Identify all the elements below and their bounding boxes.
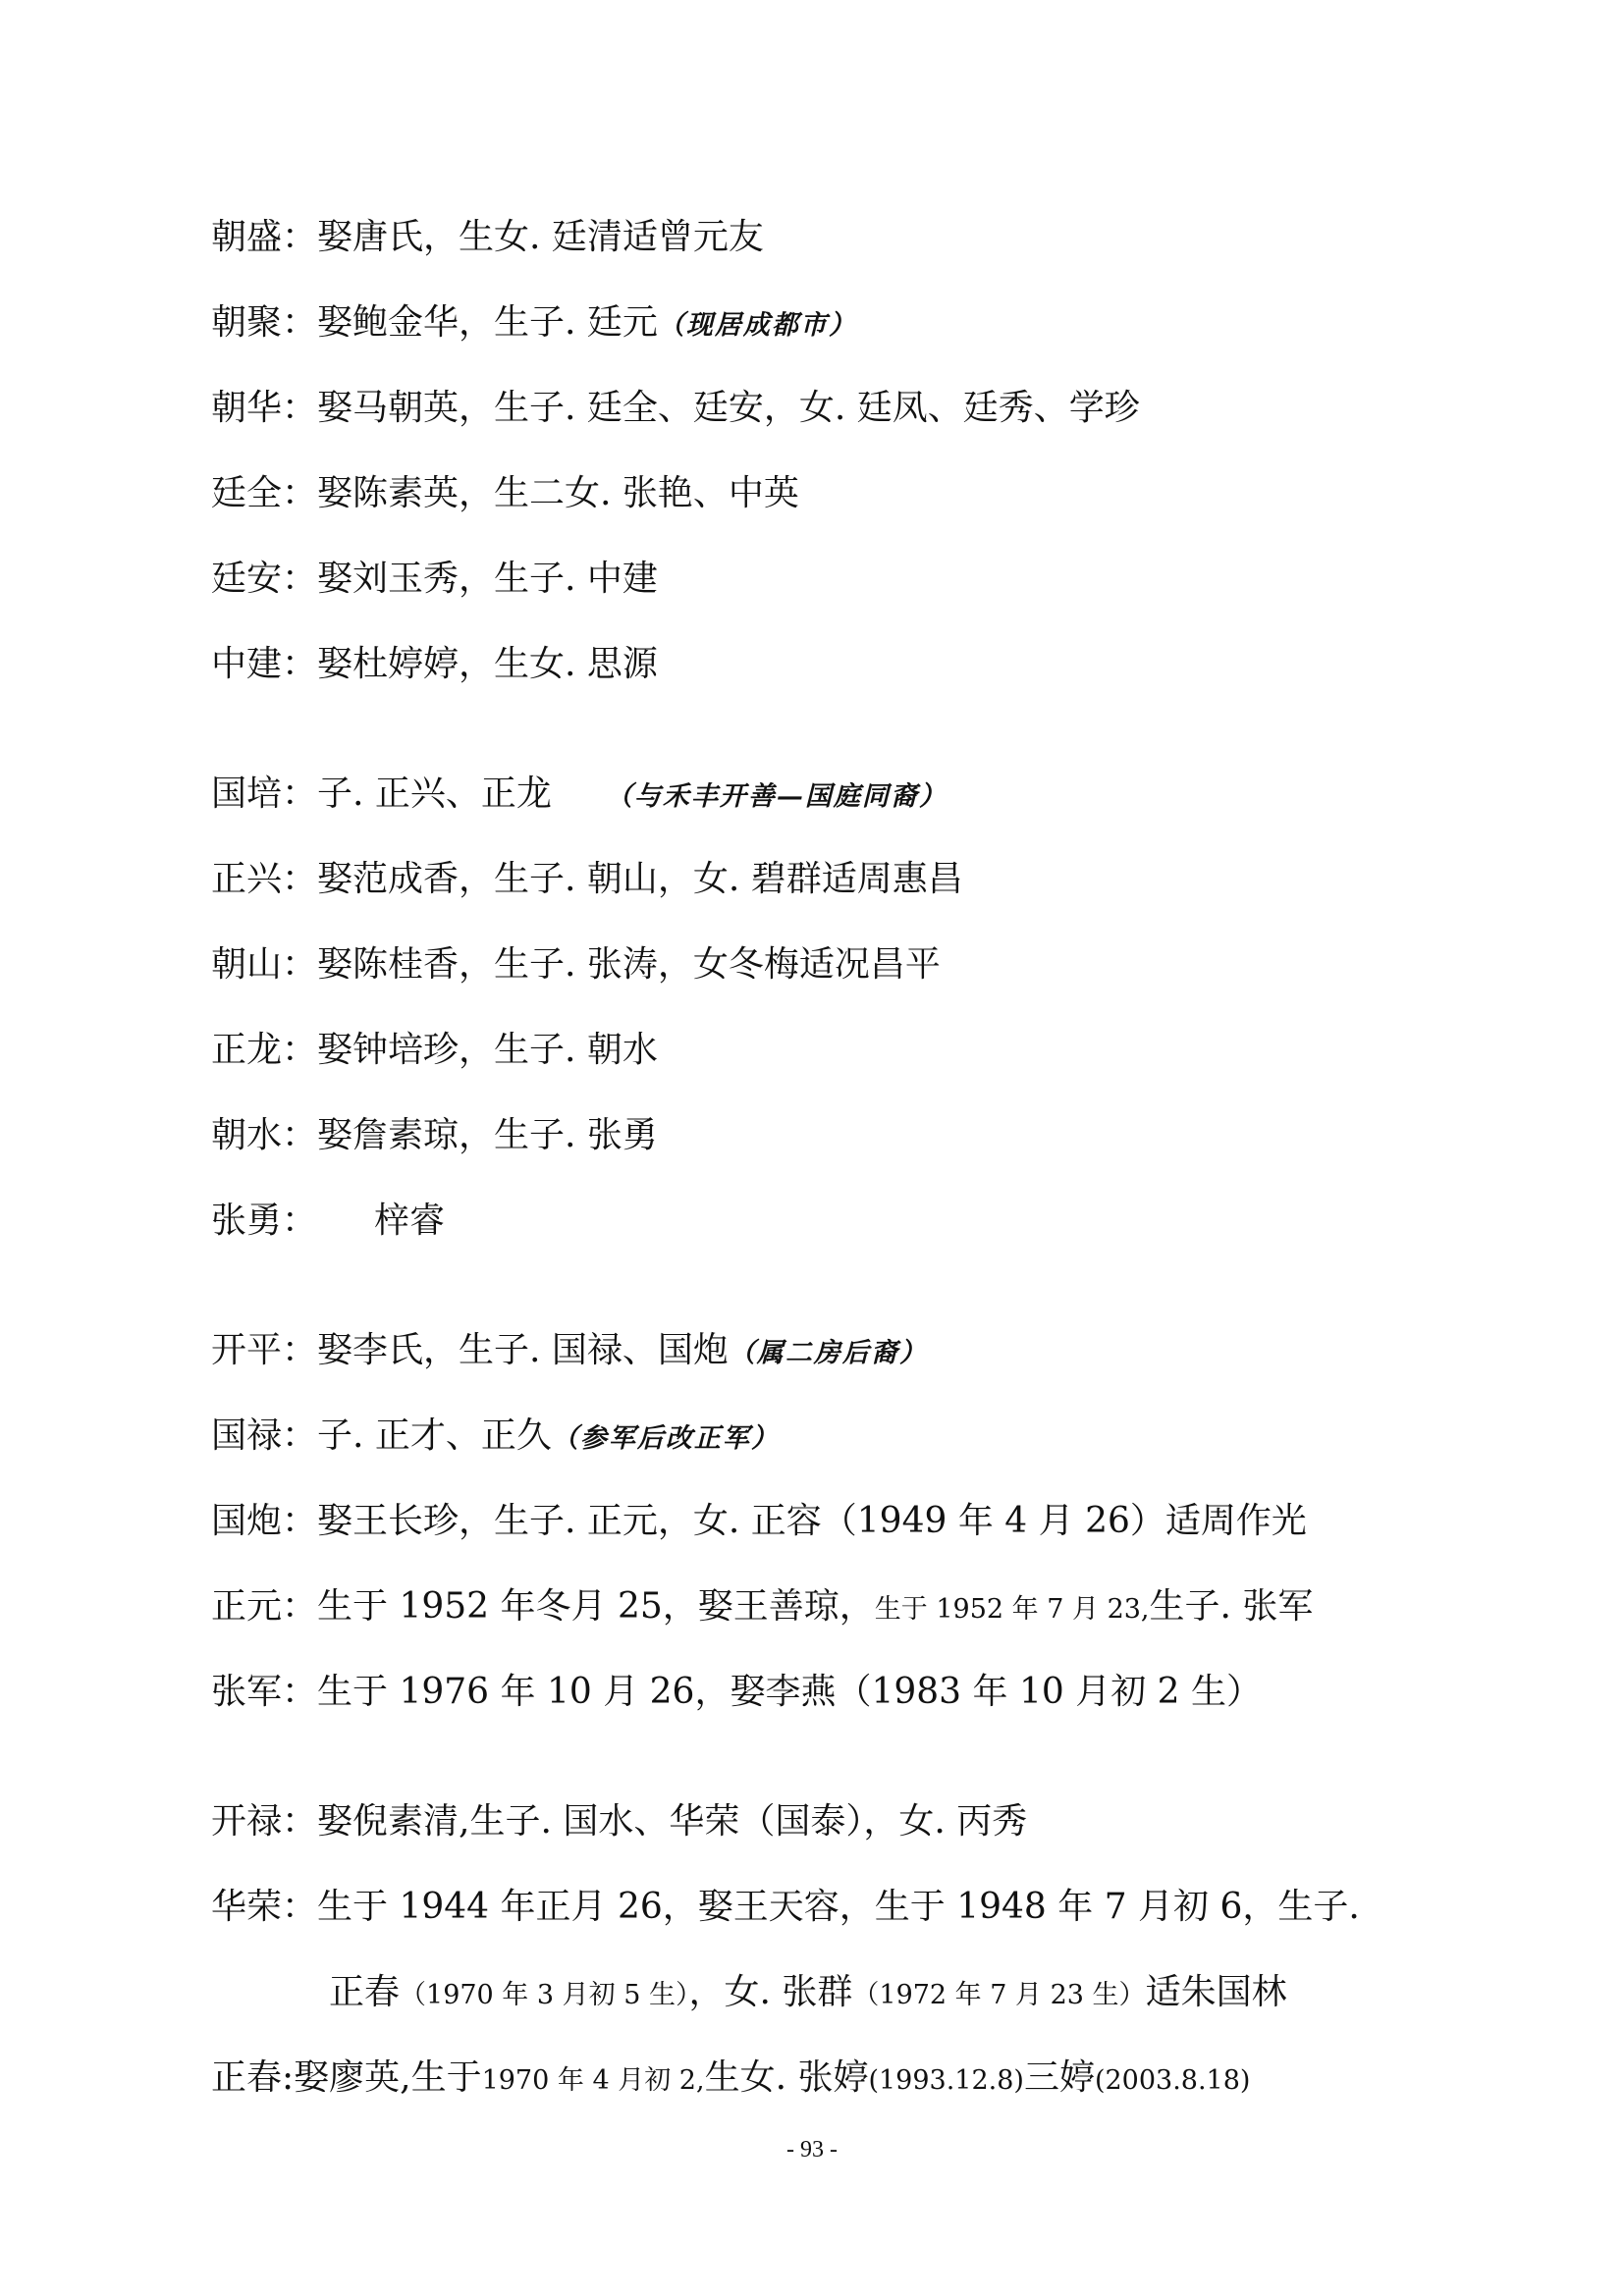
entry-note: （与禾丰开善—国庭同裔） — [605, 781, 947, 812]
entry-text-3: 适朱国林 — [1145, 1972, 1287, 2012]
entry-zhengxing — [211, 858, 963, 901]
entry-text: 朝聚：娶鲍金华，生子. 廷元 — [211, 302, 658, 343]
entry-text: 廷全：娶陈素英，生二女. 张艳、中英 — [211, 473, 799, 513]
entry-text: 国培：子. 正兴、正龙 — [211, 774, 552, 814]
entry-kaiping — [211, 1329, 928, 1375]
entry-small-3: (2003.8.18) — [1094, 2065, 1251, 2096]
entry-chaoshan — [211, 943, 941, 987]
entry-text: 开平：娶李氏，生子. 国禄、国炮 — [211, 1330, 729, 1370]
entry-zhongjian — [211, 643, 658, 686]
entry-note: （参军后改正军） — [551, 1423, 780, 1454]
entry-chaohua — [211, 387, 1140, 430]
entry-note: （属二房后裔） — [728, 1338, 928, 1368]
entry-text-2: 生子. 张军 — [1149, 1586, 1314, 1627]
entry-zhangyong — [211, 1200, 445, 1243]
entry-huarong — [211, 1886, 1360, 1929]
entry-text: 国炮：娶王长珍，生子. 正元，女. 正容（1949 年 4 月 26）适周作光 — [211, 1501, 1307, 1541]
entry-text: 朝水：娶詹素琼，生子. 张勇 — [211, 1115, 658, 1155]
entry-zhangjun — [211, 1671, 1262, 1714]
entry-small: 1970 年 4 月初 2, — [481, 2065, 705, 2096]
entry-text: 朝盛：娶唐氏，生女. 廷清适曾元友 — [211, 217, 764, 257]
entry-text: 正春 — [329, 1972, 401, 2012]
entry-guolu — [211, 1415, 780, 1461]
entry-text-2: 生女. 张婷 — [704, 2057, 869, 2098]
entry-text: 廷安：娶刘玉秀，生子. 中建 — [211, 559, 658, 599]
entry-text: 张军：生于 1976 年 10 月 26，娶李燕（1983 年 10 月初 2 生） — [211, 1672, 1262, 1712]
entry-text: 正春:娶廖英,生于 — [211, 2057, 482, 2098]
entry-small-2: （1972 年 7 月 23 生） — [852, 1980, 1146, 2010]
entry-text: 正兴：娶范成香，生子. 朝山，女. 碧群适周惠昌 — [211, 859, 963, 899]
entry-note: （现居成都市） — [657, 310, 857, 341]
entry-kailu — [211, 1800, 1027, 1843]
entry-huarong-continued — [329, 1971, 1287, 2017]
entry-zhenglong — [211, 1029, 658, 1072]
entry-text: 开禄：娶倪素清,生子. 国水、华荣（国泰），女. 丙秀 — [211, 1801, 1028, 1842]
entry-guopei — [211, 773, 947, 819]
entry-text: 朝华：娶马朝英，生子. 廷全、廷安，女. 廷凤、廷秀、学珍 — [211, 388, 1140, 428]
entry-label: 张勇： — [211, 1201, 318, 1241]
entry-small: 生于 1952 年 7 月 23, — [874, 1594, 1150, 1625]
entry-text: 国禄：子. 正才、正久 — [211, 1415, 552, 1456]
entry-text: 正龙：娶钟培珍，生子. 朝水 — [211, 1030, 658, 1070]
entry-name: 梓睿 — [374, 1201, 446, 1241]
entry-small-2: (1993.12.8) — [868, 2065, 1024, 2096]
entry-text: 华荣：生于 1944 年正月 26，娶王天容，生于 1948 年 7 月初 6，生子. — [211, 1887, 1360, 1927]
entry-text-2: ，女. 张群 — [688, 1972, 853, 2012]
entry-text-3: 三婷 — [1023, 2057, 1095, 2098]
page-number: - 93 - — [786, 2137, 838, 2163]
entry-guopao — [211, 1500, 1307, 1543]
entry-chaosheng — [211, 216, 764, 259]
entry-chaoju — [211, 301, 857, 347]
entry-text: 中建：娶杜婷婷，生女. 思源 — [211, 644, 658, 684]
entry-tingquan — [211, 472, 799, 515]
entry-text: 正元：生于 1952 年冬月 25，娶王善琼， — [211, 1586, 875, 1627]
entry-zhengchun — [211, 2056, 1250, 2103]
entry-tingan — [211, 558, 658, 601]
entry-zhengyuan — [211, 1585, 1313, 1631]
entry-chaoshui — [211, 1114, 658, 1157]
entry-small: （1970 年 3 月初 5 生） — [400, 1980, 689, 2010]
entry-text: 朝山：娶陈桂香，生子. 张涛，女冬梅适况昌平 — [211, 944, 941, 985]
